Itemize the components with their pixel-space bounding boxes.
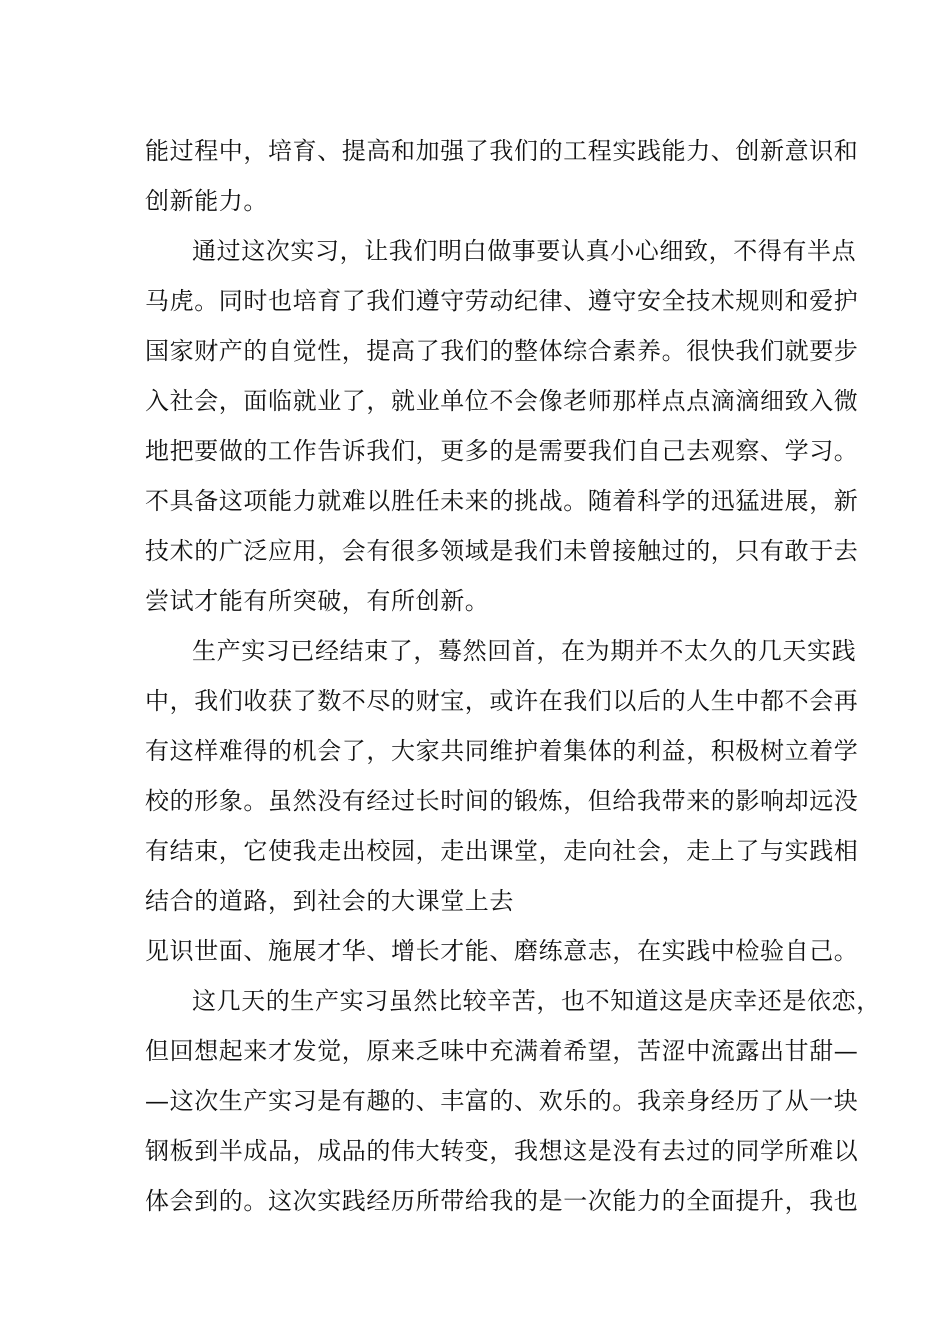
text-line: 校的形象。虽然没有经过长时间的锻炼，但给我带来的影响却远没 <box>145 787 859 815</box>
text-line: 地把要做的工作告诉我们，更多的是需要我们自己去观察、学习。 <box>145 437 859 465</box>
text-line: 入社会，面临就业了，就业单位不会像老师那样点点滴滴细致入微 <box>145 387 859 415</box>
text-line: 体会到的。这次实践经历所带给我的是一次能力的全面提升，我也 <box>145 1187 859 1215</box>
text-line: 有结束，它使我走出校园，走出课堂，走向社会，走上了与实践相 <box>145 837 859 865</box>
text-line: 创新能力。 <box>145 187 268 215</box>
text-line: —这次生产实习是有趣的、丰富的、欢乐的。我亲身经历了从一块 <box>145 1087 859 1115</box>
text-line: 尝试才能有所突破，有所创新。 <box>145 587 490 615</box>
text-line: 技术的广泛应用，会有很多领域是我们未曾接触过的，只有敢于去 <box>145 537 859 565</box>
text-line: 国家财产的自觉性，提高了我们的整体综合素养。很快我们就要步 <box>145 337 859 365</box>
text-line: 但回想起来才发觉，原来乏味中充满着希望，苦涩中流露出甘甜— <box>145 1037 859 1065</box>
text-line: 钢板到半成品，成品的伟大转变，我想这是没有去过的同学所难以 <box>145 1137 859 1165</box>
paragraph-first-line: 通过这次实习，让我们明白做事要认真小心细致，不得有半点 <box>192 237 857 265</box>
text-line: 中，我们收获了数不尽的财宝，或许在我们以后的人生中都不会再 <box>145 687 859 715</box>
text-line: 结合的道路，到社会的大课堂上去 <box>145 887 514 915</box>
text-line: 不具备这项能力就难以胜任未来的挑战。随着科学的迅猛进展，新 <box>145 487 859 515</box>
paragraph-first-line: 这几天的生产实习虽然比较辛苦，也不知道这是庆幸还是依恋， <box>192 987 881 1015</box>
text-line: 马虎。同时也培育了我们遵守劳动纪律、遵守安全技术规则和爱护 <box>145 287 859 315</box>
text-line: 有这样难得的机会了，大家共同维护着集体的利益，积极树立着学 <box>145 737 859 765</box>
text-line: 见识世面、施展才华、增长才能、磨练意志，在实践中检验自己。 <box>145 937 859 965</box>
paragraph-first-line: 生产实习已经结束了，蓦然回首，在为期并不太久的几天实践 <box>192 637 857 665</box>
text-line: 能过程中，培育、提高和加强了我们的工程实践能力、创新意识和 <box>145 137 859 165</box>
